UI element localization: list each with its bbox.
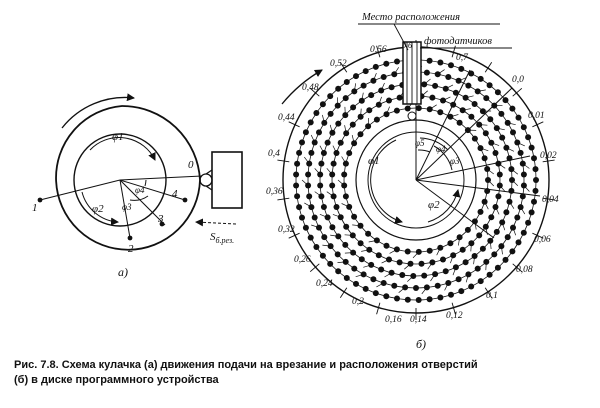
disk-hole [338, 140, 344, 146]
disk-hole [465, 227, 471, 233]
disk-hole [503, 97, 509, 103]
cam-angle-arc-phi3 [130, 196, 148, 200]
disk-hole [327, 93, 333, 99]
scale-label-0-0: 0,0 [512, 75, 524, 85]
disk-hole [529, 145, 535, 151]
disk-hole [321, 204, 327, 210]
disk-hole [516, 115, 522, 121]
disk-hole [350, 122, 356, 128]
disk-hole [427, 58, 433, 64]
disk-angle-label-phi3: φ3 [450, 156, 460, 166]
disk-hole [495, 89, 501, 95]
cam-feed-label: $S_{б.рез.}$ [210, 231, 235, 245]
disk-hole [373, 64, 379, 70]
disk-hole [483, 95, 489, 101]
caption-line-1: Рис. 7.8. Схема кулачка (а) движения подачи на врезание и расположения отверстий [14, 359, 478, 371]
disk-hole [516, 239, 522, 245]
disk-hole [437, 295, 443, 301]
disk-hole [294, 161, 300, 167]
scale-label-0-01: 0,01 [528, 111, 545, 121]
cam-point-label-4: 4 [172, 188, 178, 200]
disk-hole [353, 73, 359, 79]
disk-hole [308, 235, 314, 241]
disk-hole [475, 266, 481, 272]
disk-hole [376, 252, 382, 258]
scale-label-0-06: 0,06 [534, 235, 551, 245]
disk-hole [373, 290, 379, 296]
disk-hole [521, 230, 527, 236]
disk-hole [450, 252, 456, 258]
disk-hole [394, 296, 400, 302]
disk-hole [370, 276, 376, 282]
disk-hole [521, 172, 527, 178]
disk-angle-label-phi5: φ5 [415, 138, 425, 148]
disk-hole [335, 121, 341, 127]
scale-label-0-04: 0,04 [542, 195, 559, 205]
disk-hole [531, 155, 537, 161]
cam-point-label-0: 0 [188, 159, 194, 171]
cam-labels [32, 131, 234, 279]
disk-hole [363, 68, 369, 74]
disk-hole [533, 166, 539, 172]
disk-hole [503, 257, 509, 263]
disk-hole [499, 135, 505, 141]
disk-hole [421, 273, 427, 279]
disk-hole [350, 104, 356, 110]
scale-label-0-02: 0,02 [540, 151, 557, 161]
disk-hole [312, 215, 318, 221]
scale-label-0-6: 0,6 [402, 41, 412, 50]
disk-hole [413, 285, 419, 291]
disk-hole [525, 220, 531, 226]
disk-hole [440, 257, 446, 263]
scale-label-0-12: 0,12 [446, 311, 463, 321]
disk-hole [303, 129, 309, 135]
cam-point-label-1: 1 [32, 202, 38, 214]
scale-label-0-56: 0,56 [370, 45, 387, 55]
disk-hole [432, 83, 438, 89]
cam-point-label-2: 2 [128, 243, 134, 255]
disk-hole [293, 183, 299, 189]
disk-hole [318, 161, 324, 167]
disk-hole [416, 105, 422, 111]
disk-hole [329, 183, 335, 189]
disk-hole [472, 101, 478, 107]
disk-hole [386, 98, 392, 104]
disk-hole [343, 224, 349, 230]
cam-angle-label-phi1: φ1 [112, 131, 124, 143]
disk-angle-label-phi4: φ4 [436, 144, 446, 154]
disk-hole [381, 74, 387, 80]
disk-hole [351, 266, 357, 272]
disk-hole [458, 288, 464, 294]
disk-hole [358, 240, 364, 246]
disk-angle-arc-phi5 [418, 150, 430, 152]
cam-angle-label-phi3: φ3 [122, 202, 132, 212]
disk-hole [325, 140, 331, 146]
disk-hole [351, 214, 357, 220]
scale-label-0-4: 0,4 [268, 149, 280, 159]
disk-hole [521, 124, 527, 130]
disk-hole [384, 243, 390, 249]
disk-hole [460, 247, 466, 253]
disk-hole [487, 116, 493, 122]
disk-hole [383, 293, 389, 299]
disk-hole [306, 193, 312, 199]
disk-hole [335, 251, 341, 257]
disk-hole [343, 95, 349, 101]
disk-hole [533, 177, 539, 183]
disk-hole [458, 66, 464, 72]
disk-hole [531, 199, 537, 205]
disk-hole [320, 101, 326, 107]
disk-hole [495, 193, 501, 199]
disk-hole [493, 150, 499, 156]
disk-hole [487, 82, 493, 88]
disk-hole [509, 106, 515, 112]
scale-label-0-52: 0,52 [330, 59, 347, 69]
disk-hole [424, 70, 430, 76]
cam-angle-label-phi4: φ4 [135, 185, 145, 195]
disk-hole [518, 150, 524, 156]
disk-hole [321, 234, 327, 240]
disk-hole [468, 284, 474, 290]
disk-hole [472, 136, 478, 142]
disk-hole [488, 214, 494, 220]
disk-hole [509, 248, 515, 254]
disk-hole [419, 261, 425, 267]
disk-hole [378, 267, 384, 273]
disk-hole [487, 272, 493, 278]
disk-hole [353, 281, 359, 287]
disk-hole [456, 276, 462, 282]
disk-hole [491, 251, 497, 257]
disk-hole [503, 209, 509, 215]
disk-hole [344, 79, 350, 85]
disk-hole [303, 225, 309, 231]
scale-label-0-44: 0,44 [278, 113, 295, 123]
disk-hole [510, 129, 516, 135]
disk-hole [514, 215, 520, 221]
disk-hole [457, 120, 463, 126]
scale-label-0-1: 0,1 [486, 291, 498, 301]
disk-hole [399, 272, 405, 278]
disk-hole [445, 74, 451, 80]
scale-label-0-48: 0,48 [302, 83, 319, 93]
disk-hole [317, 183, 323, 189]
disk-hole [299, 215, 305, 221]
disk-hole [533, 188, 539, 194]
disk-hole [365, 231, 371, 237]
caption-line-2: (б) в диске программного устройства [14, 374, 219, 386]
disk-hole [313, 110, 319, 116]
cam-follower-roller [200, 174, 212, 186]
disk-hole [320, 253, 326, 259]
cam-angle-label-phi2: φ2 [92, 203, 104, 215]
hole-link [488, 180, 494, 186]
disk-hole [363, 286, 369, 292]
disk-hole [435, 283, 441, 289]
disk-hole [316, 129, 322, 135]
disk-hole [305, 172, 311, 178]
disk-hole [335, 268, 341, 274]
disk-hole [394, 59, 400, 65]
hole-link [345, 253, 353, 254]
disk-hole [361, 83, 367, 89]
disk-hole [498, 111, 504, 117]
sensor-label-line2: фотодатчиков [424, 36, 492, 47]
disk-hole [495, 265, 501, 271]
scale-label-0-7: 0,7 [456, 53, 468, 63]
cam-point-label-3: 3 [158, 213, 164, 225]
disk-hole [494, 229, 500, 235]
disk-hole [368, 92, 374, 98]
disk-hole [448, 292, 454, 298]
disk-hole [331, 161, 337, 167]
disk-hole [329, 224, 335, 230]
disk-hole [313, 244, 319, 250]
disk-hole [397, 259, 403, 265]
disk-hole [478, 76, 484, 82]
disk-hole [437, 109, 443, 115]
disk-hole [468, 114, 474, 120]
scale-tick [277, 160, 289, 162]
disk-hole [383, 61, 389, 67]
disk-hole [443, 268, 449, 274]
cam-diagram-label: а) [118, 265, 128, 279]
disk-hole [389, 84, 395, 90]
scale-tick [277, 198, 289, 200]
disk-hole [437, 60, 443, 66]
cam-angle-arc-phi4 [145, 180, 146, 186]
disk-hole [335, 86, 341, 92]
disk-hole [416, 297, 422, 303]
disk-hole [476, 232, 482, 238]
disk-hole [394, 108, 400, 114]
disk-hole [497, 172, 503, 178]
disk-diagram-label: б) [416, 337, 427, 351]
disk-hole [308, 150, 314, 156]
disk-hole [328, 111, 334, 117]
disk-hole [327, 261, 333, 267]
disk-hole [447, 240, 453, 246]
disk-hole [525, 134, 531, 140]
figure-caption [14, 358, 594, 388]
disk-angle-label-phi2: φ2 [428, 199, 440, 211]
scale-label-0-26: 0,26 [294, 255, 311, 265]
disk-hole [342, 242, 348, 248]
scale-label-0-24: 0,24 [316, 279, 333, 289]
scale-label-0-2: 0,2 [352, 297, 364, 307]
disk-hole [296, 150, 302, 156]
disk-hole [294, 193, 300, 199]
disk-hole [358, 131, 364, 137]
disk-hole [529, 209, 535, 215]
disk-diagram [277, 24, 554, 320]
disk-hole [405, 249, 411, 255]
disk-hole [293, 172, 299, 178]
disk-angle-label-phi1: φ1 [368, 155, 380, 167]
scale-label-0-16: 0,16 [385, 315, 402, 325]
disk-hole [366, 107, 372, 113]
disk-hole [480, 246, 486, 252]
scale-label-0-14: 0,14 [410, 315, 427, 325]
disk-hole [427, 248, 433, 254]
disk-hole [448, 62, 454, 68]
hole-link [512, 180, 518, 186]
hole-link [486, 262, 487, 270]
photo-sensor-lens [408, 112, 416, 120]
disk-hole [308, 119, 314, 125]
disk-hole [359, 256, 365, 262]
disk-angle-arc-phi1 [371, 140, 402, 222]
disk-hole [391, 283, 397, 289]
disk-hole [374, 117, 380, 123]
hole-link [413, 252, 419, 258]
disk-hole [463, 259, 469, 265]
cam-follower-slide [212, 152, 242, 208]
disk-hole [334, 204, 340, 210]
disk-hole [296, 204, 302, 210]
disk-hole [494, 125, 500, 131]
disk-hole [344, 275, 350, 281]
disk-hole [483, 130, 489, 136]
disk-hole [341, 172, 347, 178]
disk-hole [478, 278, 484, 284]
cam-feed-arrow [196, 222, 236, 224]
disk-hole [478, 209, 484, 215]
disk-hole [299, 139, 305, 145]
disk-hole [482, 155, 488, 161]
disk-hole [505, 234, 511, 240]
scale-label-0-08: 0,08 [516, 265, 533, 275]
disk-hole [427, 296, 433, 302]
disk-hole [346, 150, 352, 156]
disk-hole [429, 95, 435, 101]
disk-hole [343, 193, 349, 199]
disk-hole [405, 297, 411, 303]
scale-label-0-36: 0,36 [266, 187, 283, 197]
disk-hole [465, 83, 471, 89]
scale-label-0-32: 0,32 [278, 225, 295, 235]
cam-diagram [40, 97, 242, 249]
sensor-label-line1: Место расположения [362, 12, 460, 23]
